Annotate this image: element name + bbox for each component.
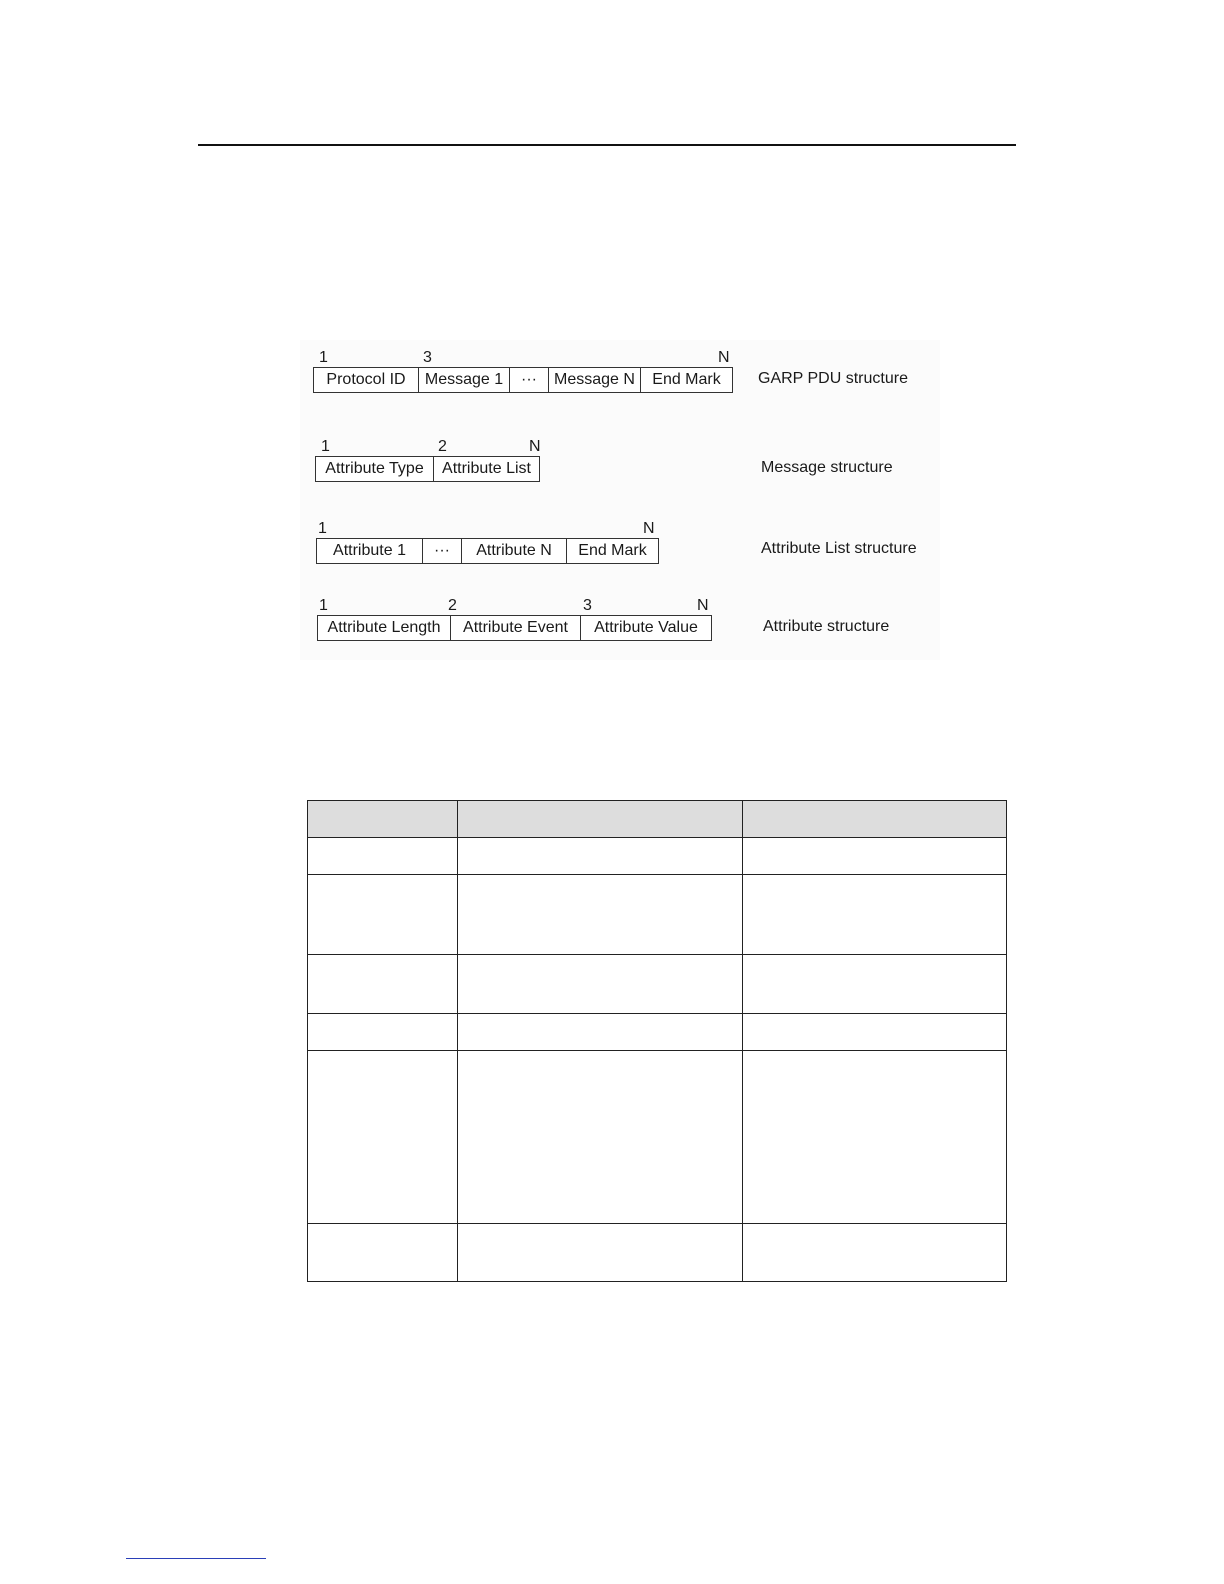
field-ellipsis: ··· bbox=[510, 368, 549, 392]
index-label: 1 bbox=[319, 597, 328, 614]
index-label: 1 bbox=[321, 438, 330, 455]
field-attribute-1: Attribute 1 bbox=[317, 539, 423, 563]
structure-caption: Message structure bbox=[761, 459, 893, 476]
structure-caption: GARP PDU structure bbox=[758, 370, 908, 387]
message-field-row bbox=[315, 456, 540, 482]
field-protocol-id: Protocol ID bbox=[314, 368, 419, 392]
table-cell bbox=[308, 838, 458, 875]
index-label: 1 bbox=[319, 349, 328, 366]
table-row bbox=[308, 1014, 1007, 1051]
table-cell bbox=[742, 955, 1007, 1014]
table-cell bbox=[742, 1051, 1007, 1224]
field-end-mark: End Mark bbox=[578, 542, 647, 559]
field-attribute-event: Attribute Event bbox=[451, 616, 581, 640]
footer-link-underline[interactable] bbox=[126, 1558, 266, 1559]
table-row bbox=[308, 838, 1007, 875]
field-attribute-length: Attribute Length bbox=[318, 616, 451, 640]
field-message-1: Message 1 bbox=[419, 368, 510, 392]
field-attribute-type: Attribute Type bbox=[316, 457, 434, 481]
table-cell bbox=[742, 875, 1007, 955]
table-row bbox=[308, 1051, 1007, 1224]
index-label: 2 bbox=[448, 597, 457, 614]
field-attribute-list: Attribute List bbox=[442, 460, 531, 477]
table-cell bbox=[458, 1224, 742, 1282]
table-cell bbox=[458, 955, 742, 1014]
table-cell bbox=[742, 838, 1007, 875]
field-description-table bbox=[307, 800, 1007, 1282]
table-cell bbox=[308, 875, 458, 955]
table-cell bbox=[308, 1051, 458, 1224]
index-label: N bbox=[529, 438, 541, 455]
field-end-mark: End Mark bbox=[652, 371, 721, 388]
table-header-row bbox=[308, 801, 1007, 838]
table-row bbox=[308, 955, 1007, 1014]
table-header-cell bbox=[742, 801, 1007, 838]
attribute-list-field-row bbox=[316, 538, 659, 564]
structure-caption: Attribute structure bbox=[763, 618, 890, 635]
table-row bbox=[308, 1224, 1007, 1282]
index-label: 3 bbox=[583, 597, 592, 614]
index-label: N bbox=[643, 520, 655, 537]
table-cell bbox=[742, 1014, 1007, 1051]
table-cell bbox=[458, 1014, 742, 1051]
header-rule bbox=[198, 144, 1016, 146]
table-header-cell bbox=[308, 801, 458, 838]
structure-caption: Attribute List structure bbox=[761, 540, 917, 557]
pdu-field-row bbox=[313, 367, 733, 393]
index-label: N bbox=[697, 597, 709, 614]
field-message-n: Message N bbox=[549, 368, 641, 392]
table-row bbox=[308, 875, 1007, 955]
index-label: N bbox=[718, 349, 730, 366]
index-label: 3 bbox=[423, 349, 432, 366]
field-attribute-value: Attribute Value bbox=[594, 619, 698, 636]
field-attribute-n: Attribute N bbox=[462, 539, 567, 563]
index-label: 1 bbox=[318, 520, 327, 537]
table-cell bbox=[308, 1014, 458, 1051]
table-cell bbox=[308, 1224, 458, 1282]
table-cell bbox=[458, 875, 742, 955]
table-cell bbox=[742, 1224, 1007, 1282]
table-cell bbox=[458, 1051, 742, 1224]
table-cell bbox=[458, 838, 742, 875]
attribute-field-row bbox=[317, 615, 712, 641]
table-cell bbox=[308, 955, 458, 1014]
field-ellipsis: ··· bbox=[423, 539, 462, 563]
index-label: 2 bbox=[438, 438, 447, 455]
table-header-cell bbox=[458, 801, 742, 838]
